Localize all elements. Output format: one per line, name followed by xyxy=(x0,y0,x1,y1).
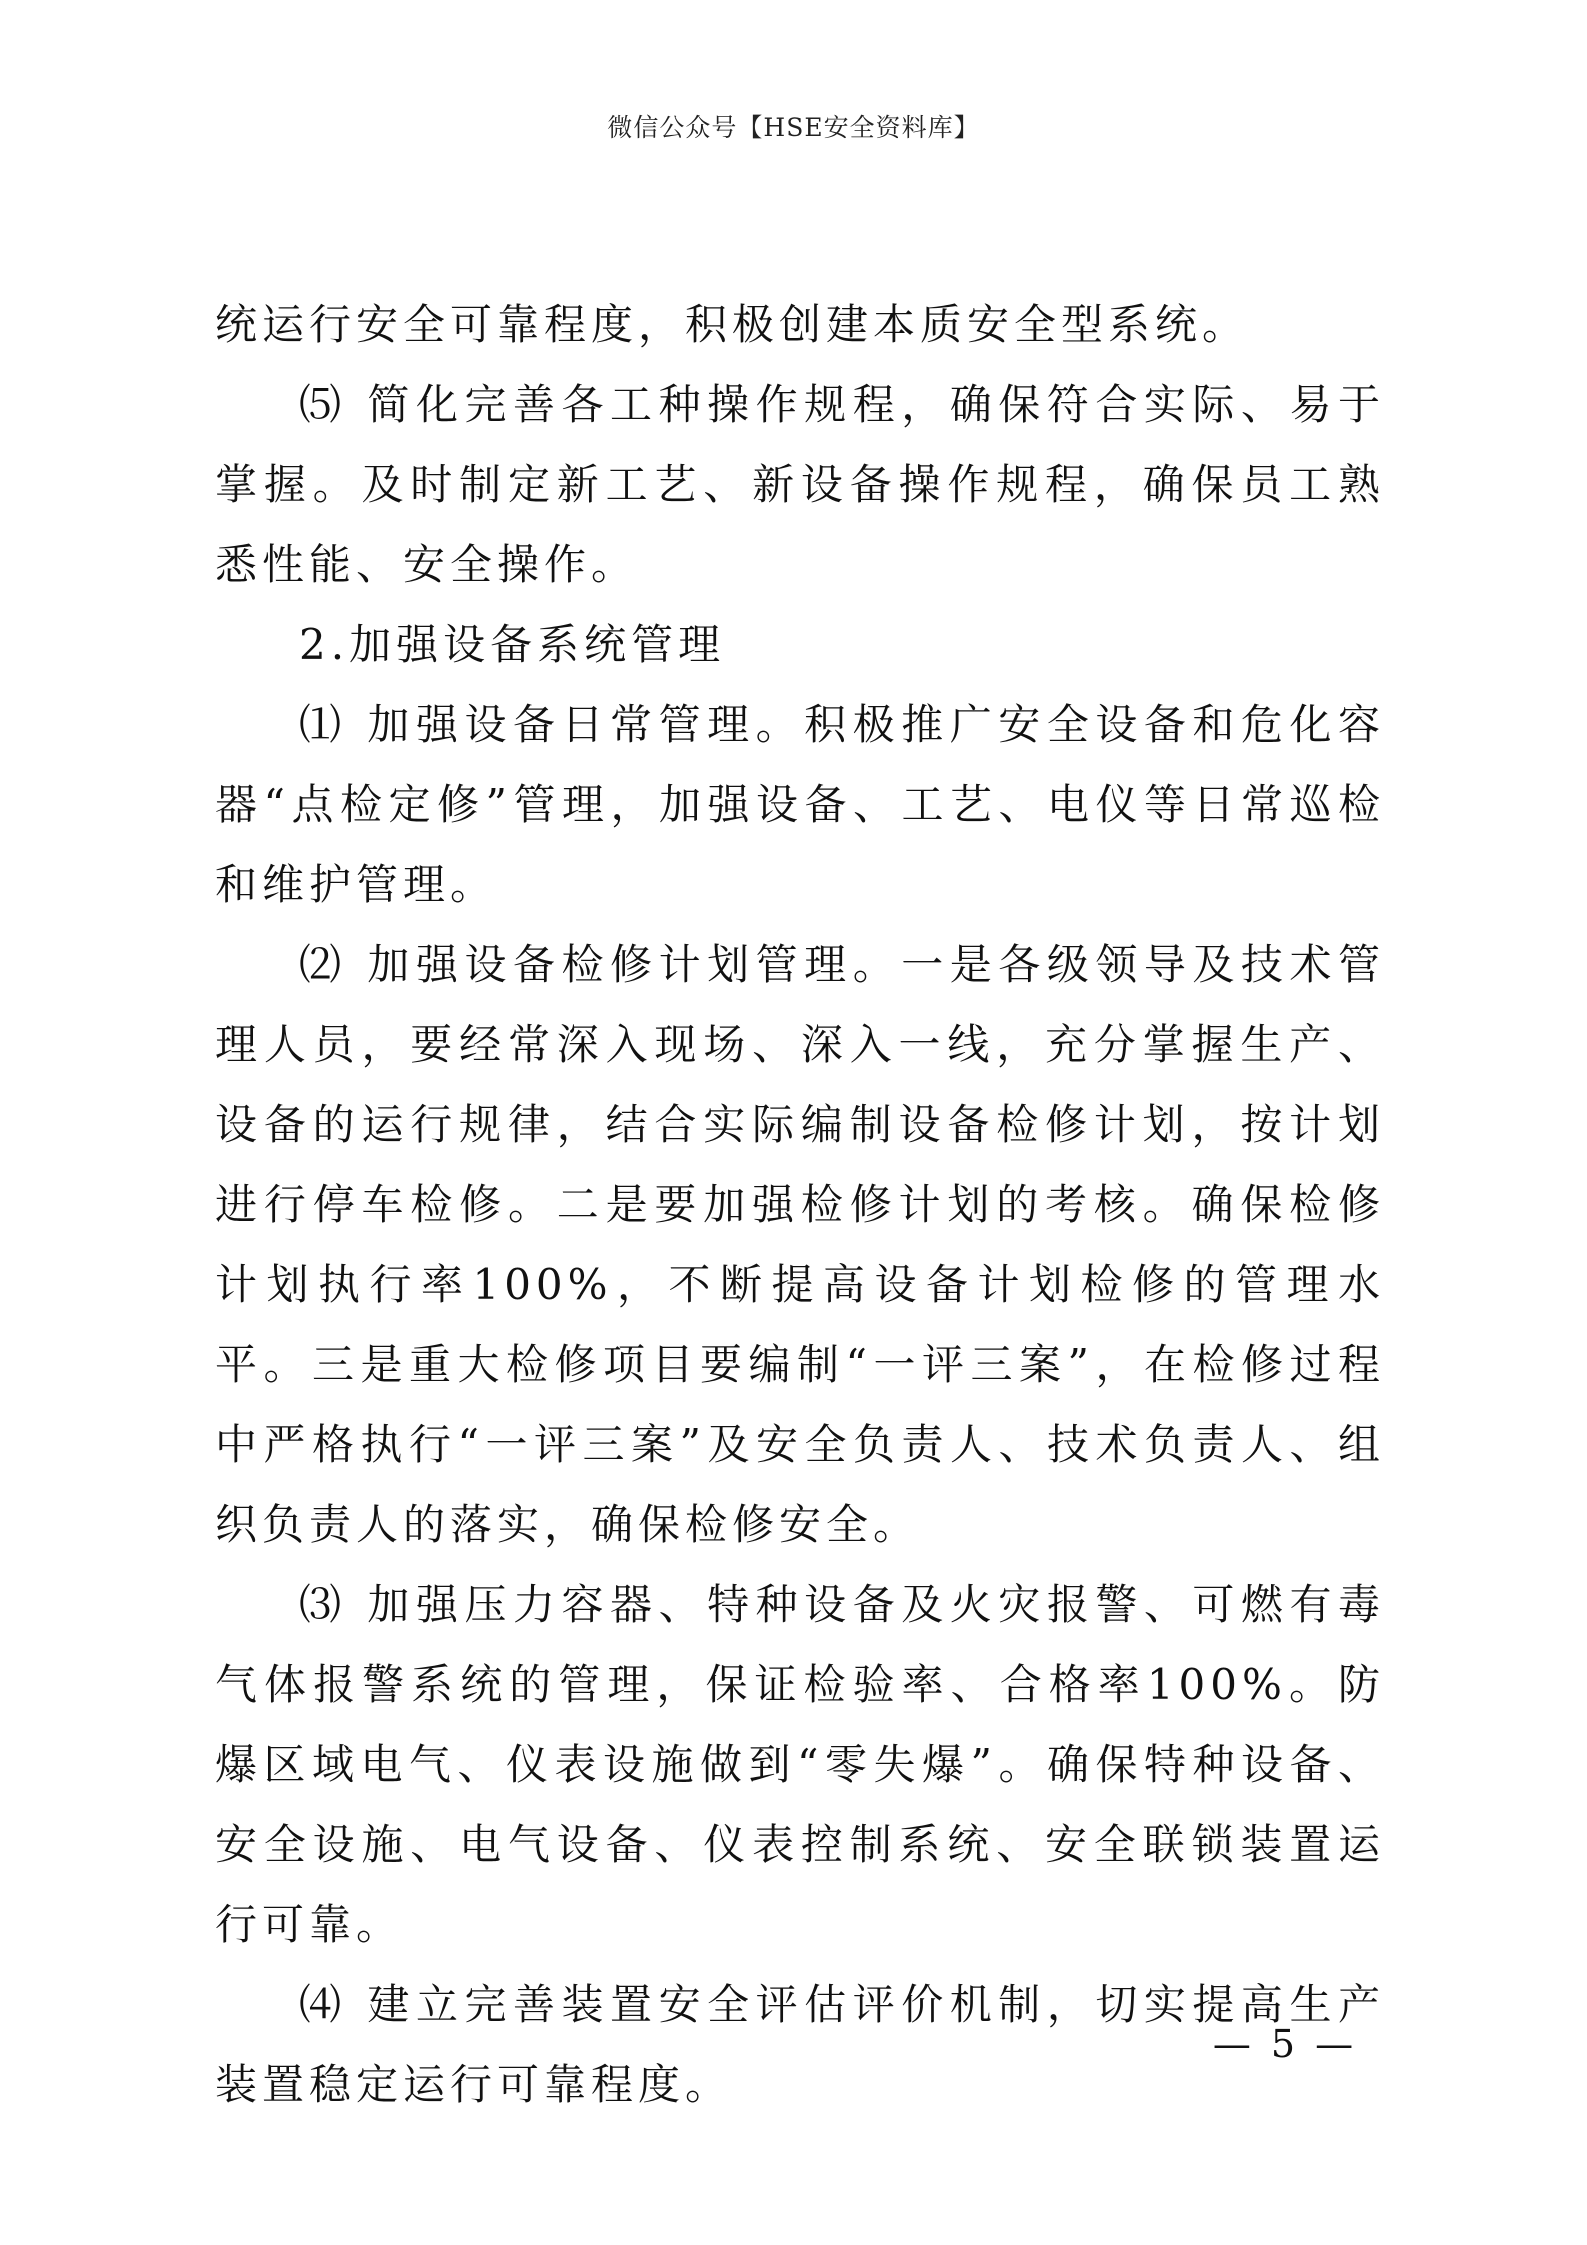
paragraph-item-3: ⑶ 加强压力容器、特种设备及火灾报警、可燃有毒气体报警系统的管理，保证检验率、合格率100%。防爆区域电气、仪表设施做到“零失爆”。确保特种设备、安全设施、电气设备、仪表控制系统、安全联锁装置运行可靠。 xyxy=(215,1580,1385,1949)
page-header: 微信公众号【HSE安全资料库】 xyxy=(607,113,980,142)
paragraph-item-2: ⑵ 加强设备检修计划管理。一是各级领导及技术管理人员，要经常深入现场、深入一线，充分掌握生产、设备的运行规律，结合实际编制设备检修计划，按计划进行停车检修。二是要加强检修计划的考核。确保检修计划执行率100%，不断提高设备计划检修的管理水平。三是重大检修项目要编制“一评三案”，在检修过程中严格执行“一评三案”及安全负责人、技术负责人、组织负责人的落实，确保检修安全。 xyxy=(215,940,1385,1549)
section-heading: 2.加强设备系统管理 xyxy=(299,620,726,669)
page-number: — 5 — xyxy=(1212,2022,1358,2066)
paragraph-item-5: ⑸ 简化完善各工种操作规程，确保符合实际、易于掌握。及时制定新工艺、新设备操作规程，确保员工熟悉性能、安全操作。 xyxy=(215,380,1385,589)
paragraph-continuation: 统运行安全可靠程度，积极创建本质安全型系统。 xyxy=(215,300,1250,349)
body-text xyxy=(215,285,1385,2125)
paragraph-item-4: ⑷ 建立完善装置安全评估评价机制，切实提高生产装置稳定运行可靠程度。 xyxy=(215,1980,1385,2109)
paragraph-item-1: ⑴ 加强设备日常管理。积极推广安全设备和危化容器“点检定修”管理，加强设备、工艺、电仪等日常巡检和维护管理。 xyxy=(215,700,1385,909)
